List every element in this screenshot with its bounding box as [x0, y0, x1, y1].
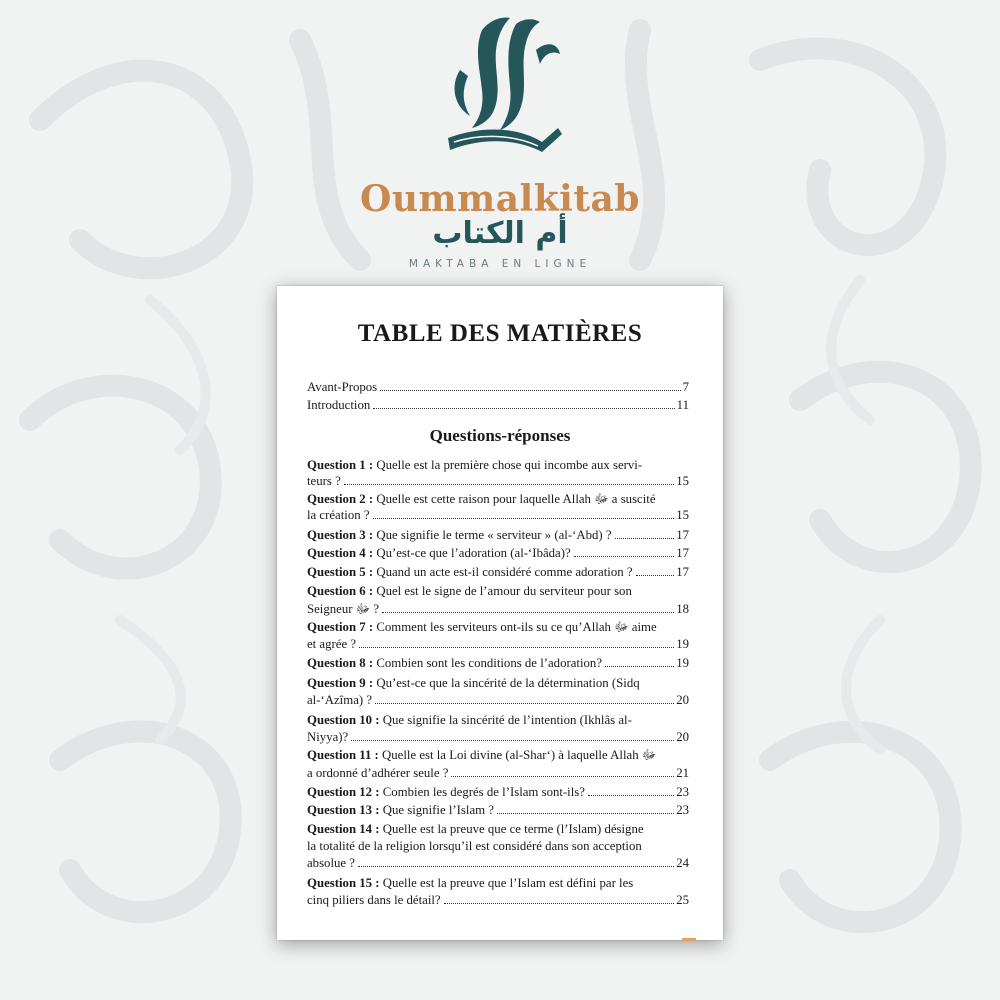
toc-entry-introduction [307, 398, 689, 416]
toc-question-10-cont: Niyya)? 20 [307, 730, 689, 744]
toc-question-14-cont2: la totalité de la religion lorsqu’il est considéré dans son acception [307, 839, 642, 853]
toc-entry-label: Introduction [307, 398, 371, 412]
toc-question-15-cont: cinq piliers dans le détail? 25 [307, 893, 689, 907]
toc-question-13: Question 13 : Que signifie l’Islam ? 23 [307, 803, 689, 817]
table-of-contents-page [277, 286, 723, 940]
toc-question-2: Question 2 : Quelle est cette raison pour laquelle Allah ﷻ a suscité [307, 492, 656, 506]
toc-question-6: Question 6 : Quel est le signe de l’amour du serviteur pour son [307, 584, 632, 598]
toc-entry-page: 7 [682, 380, 689, 394]
toc-question-2-cont: la création ? 15 [307, 508, 689, 522]
toc-question-1: Question 1 : Quelle est la première chose qui incombe aux servi- [307, 458, 643, 472]
toc-entry-page: 11 [676, 398, 689, 412]
toc-question-14: Question 14 : Quelle est la preuve que ce terme (l’Islam) désigne [307, 822, 644, 836]
toc-question-14-cont: absolue ? 24 [307, 856, 689, 870]
toc-question-9: Question 9 : Qu’est-ce que la sincérité de la détermination (Sidq [307, 676, 640, 690]
section-heading: Questions-réponses [429, 426, 571, 445]
calligraphy-book-icon [420, 10, 580, 180]
page-edge-marker [682, 938, 696, 941]
brand-subtitle: MAKTABA EN LIGNE [408, 258, 592, 270]
brand-name-arabic: أم الكتاب [432, 216, 568, 251]
toc-question-15: Question 15 : Quelle est la preuve que l’Islam est défini par les [307, 876, 634, 890]
toc-question-4: Question 4 : Qu’est-ce que l’adoration (al-‘Ibâda)? 17 [307, 546, 689, 560]
toc-question-12: Question 12 : Combien les degrés de l’Islam sont-ils? 23 [307, 785, 689, 799]
toc-question-5: Question 5 : Quand un acte est-il considéré comme adoration ? 17 [307, 565, 689, 579]
toc-question-8: Question 8 : Combien sont les conditions de l’adoration? 19 [307, 656, 689, 670]
toc-question-7: Question 7 : Comment les serviteurs ont-ils su ce qu’Allah ﷻ aime [307, 620, 657, 634]
brand-name-latin: Oummalkitab [360, 178, 640, 220]
toc-question-7-cont: et agrée ? 19 [307, 637, 689, 651]
page-title: TABLE DES MATIÈRES [357, 320, 643, 347]
toc-question-11: Question 11 : Quelle est la Loi divine (al-Shar‘) à laquelle Allah ﷻ [307, 748, 657, 762]
toc-question-10: Question 10 : Que signifie la sincérité de l’intention (Ikhlâs al- [307, 713, 632, 727]
toc-entry-avant-propos [307, 380, 689, 398]
toc-question-9-cont: al-‘Azîma) ? 20 [307, 693, 689, 707]
toc-question-11-cont: a ordonné d’adhérer seule ? 21 [307, 766, 689, 780]
toc-question-1-cont: teurs ? 15 [307, 474, 689, 488]
toc-question-6-cont: Seigneur ﷻ ? 18 [307, 602, 689, 616]
toc-question-3: Question 3 : Que signifie le terme « serviteur » (al-‘Abd) ? 17 [307, 528, 689, 542]
toc-entry-label: Avant-Propos [307, 380, 378, 394]
